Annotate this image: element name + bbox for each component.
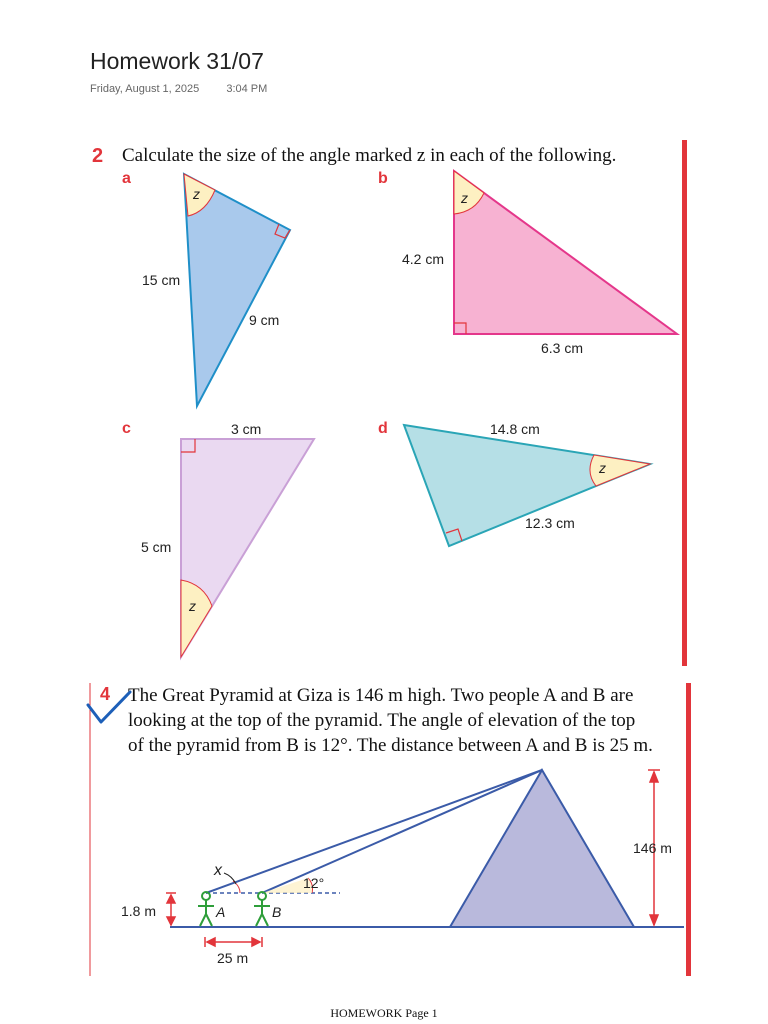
- label-146m: 146 m: [633, 840, 672, 856]
- question-4-line-1: The Great Pyramid at Giza is 146 m high. Two people A and B are: [128, 685, 634, 706]
- part-c-label: c: [122, 420, 131, 437]
- label-b-6-3cm: 6.3 cm: [541, 340, 584, 356]
- angle-z-a: z: [193, 186, 200, 202]
- triangle-c: [181, 439, 314, 657]
- question-2-text: Calculate the size of the angle marked z in each of the following.: [122, 145, 617, 166]
- triangle-b: [454, 171, 677, 334]
- label-person-a: A: [216, 904, 226, 920]
- triangle-a: [184, 174, 290, 406]
- person-height-dimension: [166, 893, 176, 925]
- part-a-label: a: [122, 170, 131, 187]
- label-1-8m: 1.8 m: [121, 903, 157, 919]
- margin-bar-bottom: [686, 683, 691, 976]
- label-d-12-3cm: 12.3 cm: [525, 515, 575, 531]
- angle-z-d: z: [599, 460, 606, 476]
- part-d-label: d: [378, 420, 388, 437]
- note-date: Friday, August 1, 2025: [90, 83, 200, 95]
- person-a: [198, 892, 214, 926]
- page-footer: HOMEWORK Page 1: [330, 1006, 438, 1020]
- label-12-degrees: 12°: [303, 875, 325, 891]
- label-a-15cm: 15 cm: [142, 272, 181, 288]
- label-b-4-2cm: 4.2 cm: [402, 251, 445, 267]
- angle-z-c: z: [189, 598, 196, 614]
- question-4-number: 4: [100, 684, 111, 704]
- note-title[interactable]: Homework 31/07: [90, 48, 264, 74]
- label-x: x: [214, 862, 222, 879]
- question-2-number: 2: [92, 145, 104, 167]
- part-b-label: b: [378, 170, 388, 187]
- person-b: [254, 892, 270, 926]
- question-4-line-2: looking at the top of the pyramid. The angle of elevation of the top: [128, 710, 636, 731]
- note-time: 3:04 PM: [226, 83, 268, 95]
- label-25m: 25 m: [217, 950, 249, 966]
- pyramid-diagram: [166, 770, 684, 947]
- label-c-5cm: 5 cm: [141, 539, 172, 555]
- question-4-line-3: of the pyramid from B is 12°. The distance between A and B is 25 m.: [128, 735, 653, 756]
- label-d-14-8cm: 14.8 cm: [490, 421, 540, 437]
- label-c-3cm: 3 cm: [231, 421, 262, 437]
- angle-z-b: z: [461, 190, 468, 206]
- label-a-9cm: 9 cm: [249, 312, 280, 328]
- distance-dimension: [205, 937, 262, 947]
- margin-bar-top: [682, 140, 687, 666]
- label-person-b: B: [272, 904, 282, 920]
